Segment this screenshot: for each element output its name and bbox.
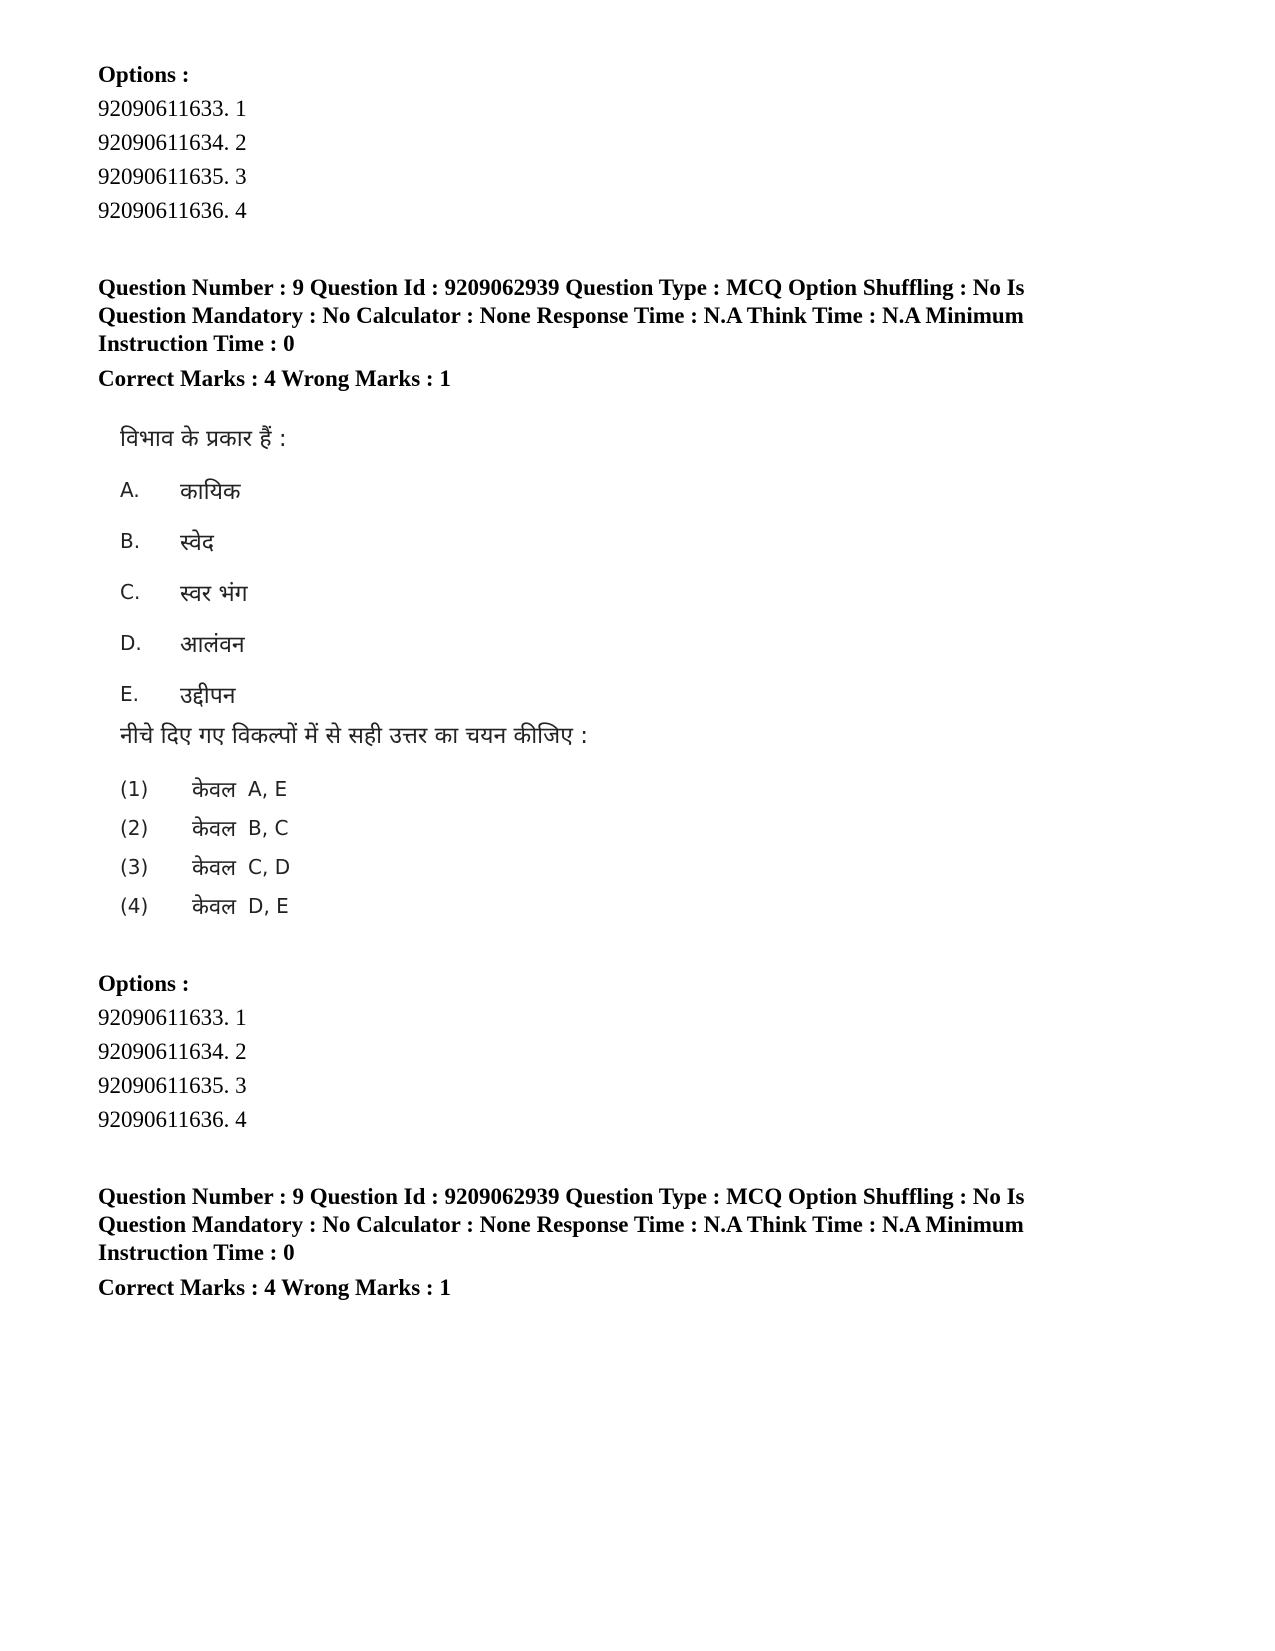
- options-block-2: [98, 967, 247, 1137]
- item-letter: D.: [120, 630, 142, 655]
- choice-text: केवल: [192, 894, 237, 920]
- question-item: [120, 515, 588, 566]
- item-letter: A.: [120, 477, 140, 502]
- question-item: [120, 617, 588, 668]
- option-line: 92090611635. 3: [98, 164, 247, 189]
- answer-choice: [120, 808, 588, 847]
- option-line: 92090611633. 1: [98, 96, 247, 121]
- question-item: [120, 566, 588, 617]
- question-marks: Correct Marks : 4 Wrong Marks : 1: [98, 1275, 451, 1300]
- item-text: कायिक: [180, 478, 241, 505]
- item-text: स्वेद: [180, 529, 214, 556]
- option-line: 92090611635. 3: [98, 1073, 247, 1098]
- question-marks: Correct Marks : 4 Wrong Marks : 1: [98, 366, 451, 391]
- item-text: उद्दीपन: [180, 682, 236, 709]
- answer-choice: [120, 886, 588, 925]
- question-item: [120, 668, 588, 719]
- choice-letters: B, C: [248, 815, 289, 840]
- item-text: आलंवन: [180, 631, 245, 658]
- option-line: 92090611633. 1: [98, 1005, 247, 1030]
- item-text: स्वर भंग: [180, 580, 248, 607]
- choice-number: (2): [120, 815, 149, 840]
- option-line: 92090611636. 4: [98, 1107, 247, 1132]
- question-header-2: [98, 1183, 1118, 1302]
- question-image: [120, 424, 588, 925]
- choice-letters: A, E: [248, 776, 288, 801]
- choice-letters: C, D: [248, 854, 291, 879]
- option-line: 92090611634. 2: [98, 130, 247, 155]
- item-letter: C.: [120, 579, 141, 604]
- question-item: [120, 464, 588, 515]
- answer-choice: [120, 769, 588, 808]
- choice-text: केवल: [192, 855, 237, 881]
- choice-text: केवल: [192, 777, 237, 803]
- options-heading: Options :: [98, 62, 190, 87]
- question-instruction: नीचे दिए गए विकल्पों में से सही उत्तर का चयन कीजिए :: [120, 723, 588, 749]
- choice-text: केवल: [192, 816, 237, 842]
- choice-letters: D, E: [248, 893, 289, 918]
- choice-number: (4): [120, 893, 149, 918]
- option-line: 92090611634. 2: [98, 1039, 247, 1064]
- choice-number: (3): [120, 854, 149, 879]
- question-meta: Question Number : 9 Question Id : 9209062939 Question Type : MCQ Option Shuffling : No Is Question Mandatory : No Calculator : None Response Time : N.A Think Time : N.A Minimum Instruction Time : 0: [98, 1184, 1025, 1265]
- question-stem: विभाव के प्रकार हैं :: [120, 426, 287, 452]
- option-line: 92090611636. 4: [98, 198, 247, 223]
- question-meta: Question Number : 9 Question Id : 9209062939 Question Type : MCQ Option Shuffling : No Is Question Mandatory : No Calculator : None Response Time : N.A Think Time : N.A Minimum Instruction Time : 0: [98, 275, 1025, 356]
- item-letter: E.: [120, 681, 139, 706]
- options-block-1: [98, 58, 247, 228]
- item-letter: B.: [120, 528, 141, 553]
- choice-number: (1): [120, 776, 149, 801]
- answer-choice: [120, 847, 588, 886]
- options-heading: Options :: [98, 971, 190, 996]
- question-header-1: [98, 274, 1118, 393]
